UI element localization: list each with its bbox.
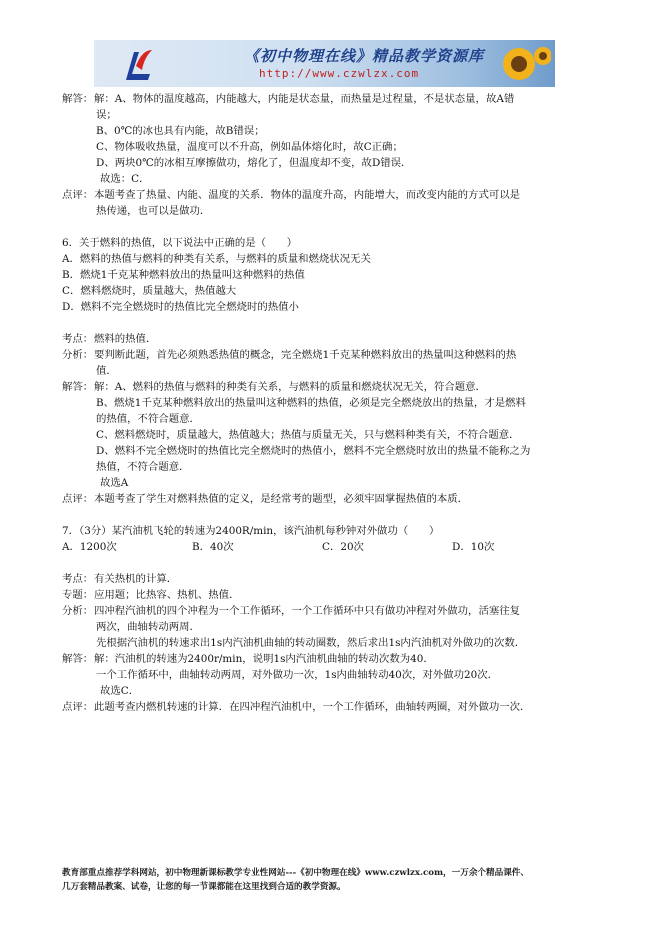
q5-answer-line: B、0℃的冰也具有内能，故B错误； bbox=[96, 125, 265, 137]
banner-url[interactable]: http://www.czwlzx.com bbox=[259, 67, 420, 80]
q5-comment bbox=[62, 187, 592, 203]
q7-answer-line: 一个工作循环中，曲轴转动两周，对外做功一次，1s内曲轴转动40次，对外做功20次． bbox=[96, 669, 499, 681]
q6-point bbox=[62, 331, 592, 347]
q7-answer-label: 解答： bbox=[62, 653, 94, 665]
q7-option-c: C．20次 bbox=[322, 541, 364, 553]
q7-answer bbox=[62, 651, 592, 667]
q7-option-d: D．10次 bbox=[452, 541, 495, 553]
q5-answer-line: 误； bbox=[96, 109, 117, 121]
q5-answer-label: 解答： bbox=[62, 93, 94, 105]
q5-comment-text: 热传递，也可以是做功． bbox=[96, 205, 211, 217]
q6-answer-line: B、燃烧1千克某种燃料放出的热量叫这种燃料的热值，必须是完全燃烧放出的热量，才是燃料 bbox=[96, 397, 526, 409]
q6-answer-label: 解答： bbox=[62, 381, 94, 393]
q5-answer-line: D、两块0℃的冰相互摩擦做功，熔化了，但温度却不变，故D错误． bbox=[96, 157, 412, 169]
q6-answer-line: 故选A bbox=[100, 477, 129, 489]
q7-topic-label: 专题： bbox=[62, 589, 94, 601]
q6-stem: 6．关于燃料的热值，以下说法中正确的是（ ） bbox=[62, 237, 298, 249]
q7-answer-line: 解：汽油机的转速为2400r/min，说明1s内汽油机曲轴的转动次数为40． bbox=[94, 653, 434, 665]
q6-answer-line: 的热值，不符合题意． bbox=[96, 413, 200, 425]
sunflower-icon bbox=[497, 42, 551, 86]
q7-analysis-label: 分析： bbox=[62, 605, 94, 617]
header-banner bbox=[94, 40, 555, 87]
q7-comment-text: 此题考查内燃机转速的计算．在四冲程汽油机中，一个工作循环，曲轴转两圈，对外做功一次． bbox=[94, 701, 531, 713]
q6-answer-line: C、燃料燃烧时，质量越大，热值越大；热值与质量无关，只与燃料种类有关，不符合题意． bbox=[96, 429, 520, 441]
q6-analysis-text: 要判断此题，首先必须熟悉热值的概念，完全燃烧1千克某种燃料放出的热量叫这种燃料的热 bbox=[94, 349, 517, 361]
q6-answer-line: D、燃料不完全燃烧时的热值比完全燃烧时的热值小，燃料不完全燃烧时放出的热量不能称之为 bbox=[96, 445, 531, 457]
banner-title: 《初中物理在线》精品教学资源库 bbox=[244, 47, 485, 65]
q6-analysis-label: 分析： bbox=[62, 349, 94, 361]
document-body bbox=[62, 91, 592, 715]
q6-comment-label: 点评： bbox=[62, 493, 94, 505]
q7-comment-label: 点评： bbox=[62, 701, 94, 713]
q6-analysis-text: 值． bbox=[96, 365, 117, 377]
footer-line: 几万套精品教案、试卷，让您的每一节课都能在这里找到合适的教学资源。 bbox=[62, 882, 346, 892]
q6-option-c: C．燃料燃烧时，质量越大，热值越大 bbox=[62, 285, 237, 297]
q6-point-label: 考点： bbox=[62, 333, 94, 345]
q7-point-label: 考点： bbox=[62, 573, 94, 585]
q7-comment bbox=[62, 699, 592, 715]
footer-line: 教育部重点推荐学科网站，初中物理新课标教学专业性网站---《初中物理在线》www.czwlzx.com，一万余个精品课件、 bbox=[62, 868, 529, 878]
q7-analysis bbox=[62, 603, 592, 619]
q6-point-text: 燃料的热值． bbox=[94, 333, 157, 345]
q6-analysis bbox=[62, 347, 592, 363]
q6-option-b: B．燃烧1千克某种燃料放出的热量叫这种燃料的热值 bbox=[62, 269, 305, 281]
q7-answer-line: 故选C． bbox=[100, 685, 140, 697]
q6-option-a: A．燃料的热值与燃料的种类有关系，与燃料的质量和燃烧状况无关 bbox=[62, 253, 371, 265]
q6-answer bbox=[62, 379, 592, 395]
q7-analysis-text: 四冲程汽油机的四个冲程为一个工作循环，一个工作循环中只有做功冲程对外做功，活塞往复 bbox=[94, 605, 521, 617]
q7-point-text: 有关热机的计算． bbox=[94, 573, 178, 585]
q6-comment-text: 本题考查了学生对燃料热值的定义，是经常考的题型，必须牢固掌握热值的本质． bbox=[94, 493, 469, 505]
q5-comment-label: 点评： bbox=[62, 189, 94, 201]
page-footer bbox=[62, 866, 602, 894]
q5-comment-text: 本题考查了热量、内能、温度的关系．物体的温度升高，内能增大，而改变内能的方式可以是 bbox=[94, 189, 521, 201]
q5-answer bbox=[62, 91, 592, 107]
q7-topic bbox=[62, 587, 592, 603]
site-logo-icon bbox=[120, 44, 154, 84]
q7-analysis-text: 两次，曲轴转动两周． bbox=[96, 621, 200, 633]
q7-point bbox=[62, 571, 592, 587]
q5-answer-line: 故选：C． bbox=[100, 173, 150, 185]
q6-option-d: D．燃料不完全燃烧时的热值比完全燃烧时的热值小 bbox=[62, 301, 299, 313]
q5-answer-line: 解：A、物体的温度越高，内能越大，内能是状态量，而热量是过程量，不是状态量，故A错 bbox=[94, 93, 515, 105]
q5-answer-line: C、物体吸收热量，温度可以不升高，例如晶体熔化时，故C正确； bbox=[96, 141, 403, 153]
q6-answer-line: 解：A、燃料的热值与燃料的种类有关系，与燃料的质量和燃烧状况无关，符合题意． bbox=[94, 381, 486, 393]
q7-option-b: B．40次 bbox=[192, 541, 234, 553]
q6-answer-line: 热值，不符合题意． bbox=[96, 461, 190, 473]
q6-comment bbox=[62, 491, 592, 507]
q7-analysis-text: 先根据汽油机的转速求出1s内汽油机曲轴的转动圈数，然后求出1s内汽油机对外做功的次数． bbox=[96, 637, 526, 649]
q7-option-a: A．1200次 bbox=[62, 541, 117, 553]
q7-options bbox=[62, 539, 592, 555]
q7-topic-text: 应用题；比热容、热机、热值． bbox=[94, 589, 240, 601]
q7-stem: 7．（3分）某汽油机飞轮的转速为2400R/min，该汽油机每秒钟对外做功（ ） bbox=[62, 525, 440, 537]
